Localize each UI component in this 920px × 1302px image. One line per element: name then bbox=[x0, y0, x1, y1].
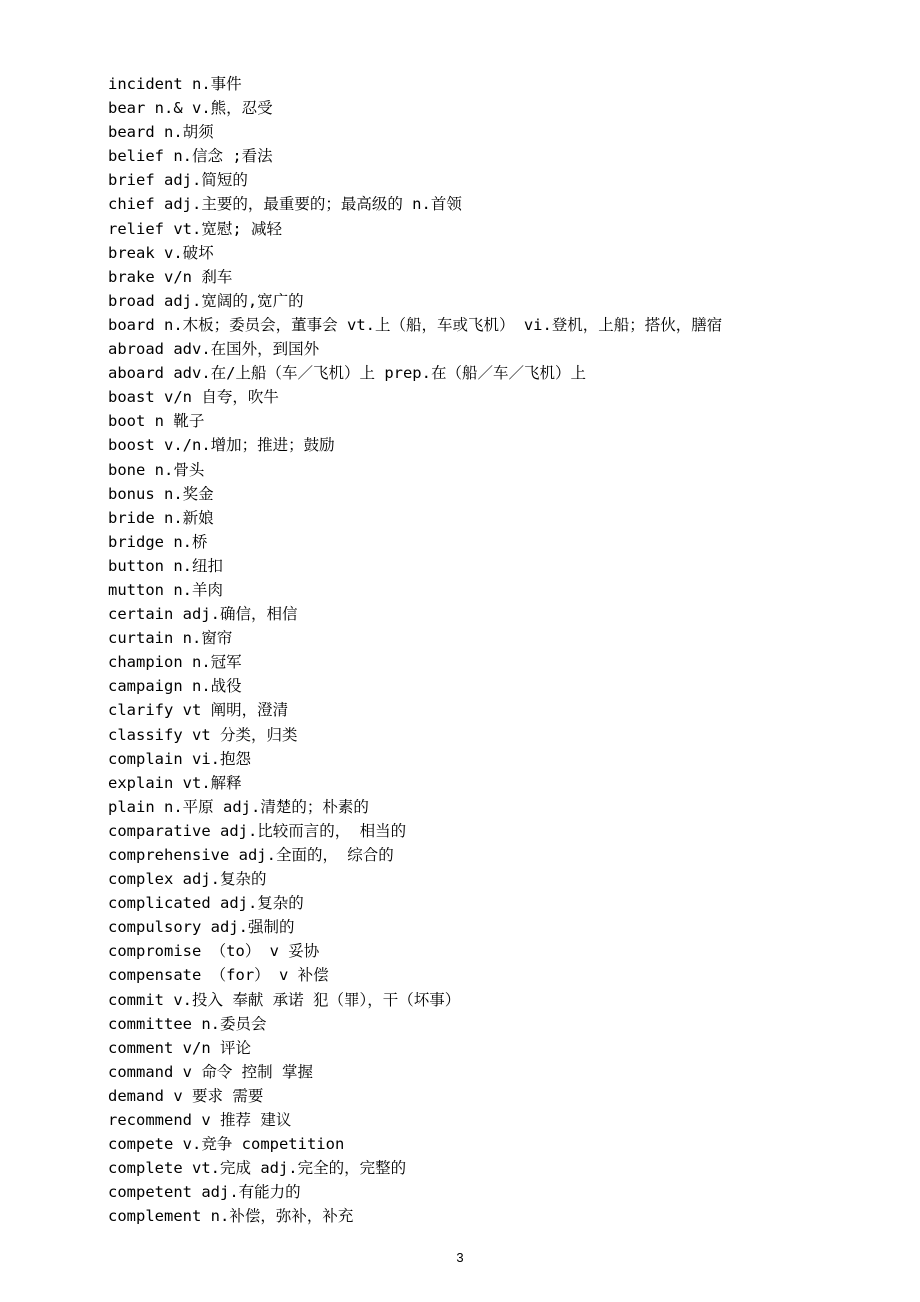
vocab-entry: curtain n.窗帘 bbox=[108, 629, 233, 648]
vocab-entry: commit v.投入 奉献 承诺 犯（罪），干（坏事） bbox=[108, 990, 461, 1009]
vocab-entry: relief vt.宽慰; 减轻 bbox=[108, 219, 282, 238]
vocab-entry: boot n 靴子 bbox=[108, 412, 205, 431]
vocab-entry: brief adj.简短的 bbox=[108, 171, 248, 190]
vocab-entry: compete v.竞争 competition bbox=[108, 1135, 345, 1154]
vocab-entry: bone n.骨头 bbox=[108, 460, 205, 479]
vocab-entry: bear n.& v.熊，忍受 bbox=[108, 99, 273, 118]
vocab-entry: beard n.胡须 bbox=[108, 123, 214, 142]
vocab-entry: chief adj.主要的，最重要的；最高级的 n.首领 bbox=[108, 195, 462, 214]
vocab-entry: boast v/n 自夸，吹牛 bbox=[108, 388, 279, 407]
vocab-entry: abroad adv.在国外，到国外 bbox=[108, 340, 320, 359]
vocab-entry: boost v./n.增加；推进；鼓励 bbox=[108, 436, 335, 455]
vocab-entry: compulsory adj.强制的 bbox=[108, 918, 295, 937]
vocab-entry: board n.木板；委员会，董事会 vt.上（船，车或飞机） vi.登机，上船；搭伙，膳宿 bbox=[108, 315, 723, 334]
vocab-entry: explain vt.解释 bbox=[108, 773, 242, 792]
vocab-entry: brake v/n 刹车 bbox=[108, 267, 233, 286]
vocab-entry: compromise （to） v 妥协 bbox=[108, 942, 320, 961]
vocab-entry: button n.纽扣 bbox=[108, 556, 223, 575]
vocab-entry: demand v 要求 需要 bbox=[108, 1086, 264, 1105]
vocab-entry: belief n.信念 ;看法 bbox=[108, 147, 273, 166]
vocab-entry: mutton n.羊肉 bbox=[108, 580, 223, 599]
vocab-entry: broad adj.宽阔的,宽广的 bbox=[108, 291, 304, 310]
vocab-entry: command v 命令 控制 掌握 bbox=[108, 1062, 313, 1081]
vocab-entry: competent adj.有能力的 bbox=[108, 1183, 301, 1202]
vocab-entry: bonus n.奖金 bbox=[108, 484, 214, 503]
vocab-entry: comparative adj.比较而言的， 相当的 bbox=[108, 821, 407, 840]
vocab-entry: comment v/n 评论 bbox=[108, 1038, 251, 1057]
vocab-entry: break v.破坏 bbox=[108, 243, 214, 262]
vocab-entry: campaign n.战役 bbox=[108, 677, 242, 696]
vocab-entry: complement n.补偿，弥补，补充 bbox=[108, 1207, 354, 1226]
vocab-entry: complex adj.复杂的 bbox=[108, 870, 267, 889]
vocab-entry: complete vt.完成 adj.完全的，完整的 bbox=[108, 1159, 407, 1178]
vocab-entry: champion n.冠军 bbox=[108, 653, 242, 672]
page-number: 3 bbox=[456, 1250, 464, 1265]
vocab-entry: incident n.事件 bbox=[108, 75, 242, 93]
vocab-entry: compensate （for） v 补偿 bbox=[108, 966, 329, 985]
vocab-entry: complicated adj.复杂的 bbox=[108, 894, 304, 913]
vocab-entry: comprehensive adj.全面的， 综合的 bbox=[108, 846, 394, 864]
vocab-entry: classify vt 分类，归类 bbox=[108, 725, 298, 744]
vocab-entry: certain adj.确信，相信 bbox=[108, 605, 298, 624]
vocab-entry: complain vi.抱怨 bbox=[108, 749, 251, 768]
vocabulary-list bbox=[108, 72, 898, 1229]
vocab-entry: plain n.平原 adj.清楚的；朴素的 bbox=[108, 797, 369, 816]
vocab-entry: aboard adv.在/上船（车／飞机）上 prep.在（船／车／飞机）上 bbox=[108, 364, 586, 383]
vocab-entry: clarify vt 阐明，澄清 bbox=[108, 701, 289, 720]
vocab-entry: bride n.新娘 bbox=[108, 508, 214, 527]
vocab-entry: committee n.委员会 bbox=[108, 1014, 267, 1033]
vocab-entry: recommend v 推荐 建议 bbox=[108, 1111, 292, 1130]
vocab-entry: bridge n.桥 bbox=[108, 532, 208, 551]
